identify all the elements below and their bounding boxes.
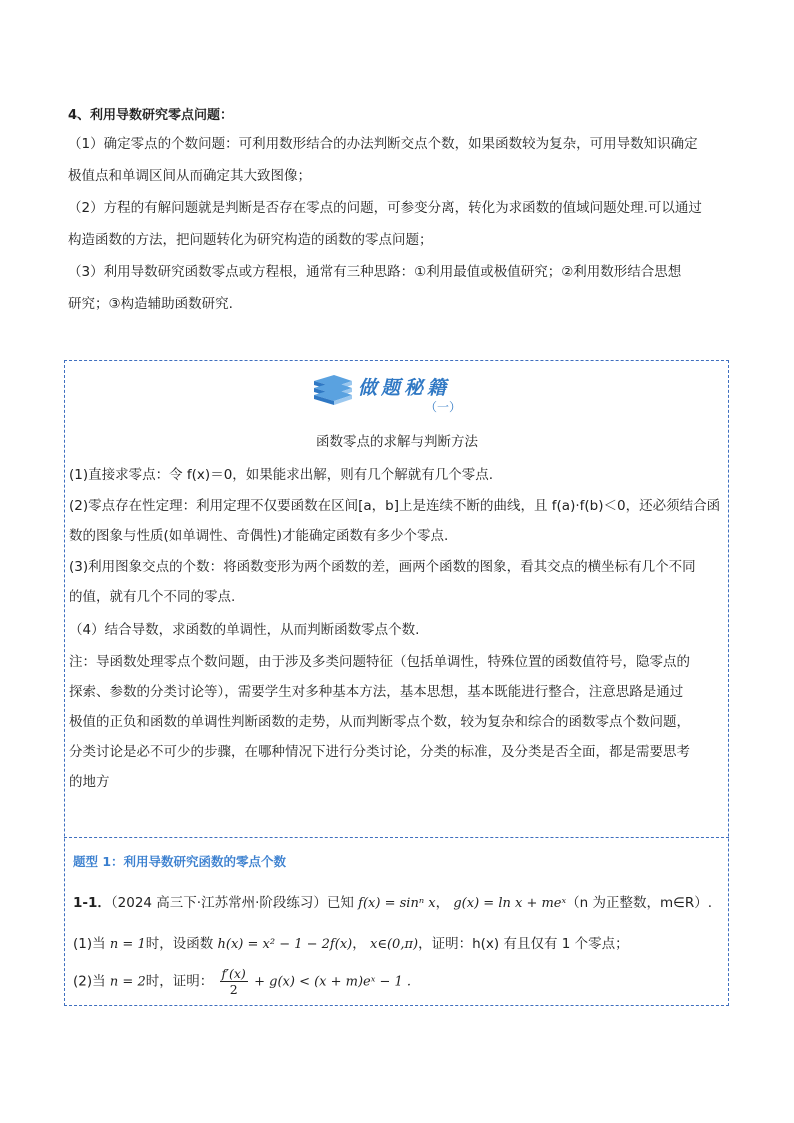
tip-line: 极值的正负和函数的单调性判断函数的走势，从而判断零点个数，较为复杂和综合的函数零点个数问题， — [69, 714, 690, 730]
tip-line: (1)直接求零点：令 f(x)＝0，如果能求出解，则有几个解就有几个零点. — [69, 467, 494, 483]
section-title: 4、利用导数研究零点问题： — [68, 108, 234, 123]
problem-part-2 — [73, 966, 411, 997]
tip-line: 注：导函数处理零点个数问题，由于涉及多类问题特征（包括单调性，特殊位置的函数值符号，隐零点的 — [69, 654, 690, 670]
banner-title: 做题秘籍 — [358, 377, 451, 399]
problem-source: （2024 高三下·江苏常州·阶段练习）已知 — [110, 895, 354, 911]
tip-note — [69, 647, 724, 797]
tip-line: 探索、参数的分类讨论等），需要学生对多种基本方法，基本思想，基本既能进行整合，注意思路是通过 — [69, 684, 684, 700]
tips-divider — [64, 837, 729, 838]
paragraph-line: 构造函数的方法，把问题转化为研究构造的函数的零点问题； — [68, 232, 433, 248]
tip-line: 数的图象与性质(如单调性、奇偶性)才能确定函数有多少个零点. — [69, 528, 449, 544]
problem-number: 1-1． — [73, 895, 111, 911]
part2-condition: n = 2 — [109, 974, 146, 990]
tip-line: 的地方 — [69, 774, 110, 790]
paragraph-line: 极值点和单调区间从而确定其大致图像； — [68, 168, 311, 184]
tip-line: 的值，就有几个不同的零点. — [69, 589, 236, 605]
part2-mid: 时，证明： — [145, 973, 214, 990]
paragraph-line: （2）方程的有解问题就是判断是否存在零点的问题，可参变分离，转化为求函数的值域问题处理.可以通过 — [68, 200, 702, 216]
tip-line: (2)零点存在性定理：利用定理不仅要函数在区间[a，b]上是连续不断的曲线，且 f(a)·f(b)＜0，还必须结合函 — [69, 498, 721, 514]
part2-label: (2)当 — [73, 973, 106, 990]
derivative-fraction — [220, 966, 248, 997]
part1-end: ，证明：h(x) 有且仅有 1 个零点； — [418, 936, 629, 952]
tip-line: (3)利用图象交点的个数：将函数变形为两个函数的差，画两个函数的图象，看其交点的横坐标有几个不同 — [69, 559, 696, 575]
paragraph-line: （3）利用导数研究函数零点或方程根，通常有三种思路：①利用最值或极值研究；②利用数形结合思想 — [68, 264, 682, 280]
tip-item-4 — [69, 615, 724, 645]
tip-item-2 — [69, 491, 724, 551]
tip-line: 分类讨论是必不可少的步骤，在哪种情况下进行分类讨论，分类的标准，及分类是否全面，都是需要思考 — [69, 744, 690, 760]
fraction-numerator: f′(x) — [221, 966, 246, 981]
paragraph-line: 研究；③构造辅助函数研究. — [68, 296, 233, 312]
part1-label: (1)当 — [73, 936, 106, 952]
banner-subtitle: （一） — [425, 400, 462, 414]
paragraph-line: （1）确定零点的个数问题：可利用数形结合的办法判断交点个数，如果函数较为复杂，可用导数知识确定 — [68, 136, 698, 152]
tip-item-3 — [69, 552, 724, 612]
tips-heading: 函数零点的求解与判断方法 — [316, 434, 478, 450]
problem-condition: （n 为正整数，m∈R）. — [566, 895, 713, 911]
part1-condition: n = 1 — [109, 937, 146, 952]
h-definition: h(x) = x² − 1 − 2f(x) — [217, 937, 353, 952]
paragraph-1 — [68, 128, 730, 192]
part2-inequality: + g(x) < (x + m)eˣ − 1 . — [254, 974, 412, 990]
paragraph-3 — [68, 256, 730, 320]
h-domain: x∈(0,π) — [370, 937, 419, 952]
paragraph-2 — [68, 192, 730, 256]
part1-mid: 时，设函数 — [145, 936, 214, 952]
f-definition: f(x) = sinⁿ x — [358, 896, 436, 911]
book-stack-icon — [314, 375, 352, 405]
tip-item-1 — [69, 460, 724, 490]
problem-statement — [73, 891, 712, 911]
separator: ， — [435, 895, 450, 911]
tip-line: （4）结合导数，求函数的单调性，从而判断函数零点个数. — [69, 622, 420, 638]
fraction-denominator: 2 — [229, 982, 238, 997]
topic-title: 题型 1：利用导数研究函数的零点个数 — [73, 854, 287, 869]
problem-part-1: (1)当 n = 1时，设函数 h(x) = x² − 1 − 2f(x)， x∈(0,π)，证明：h(x) 有且仅有 1 个零点； — [73, 936, 629, 952]
g-definition: g(x) = ln x + meˣ — [453, 896, 567, 911]
